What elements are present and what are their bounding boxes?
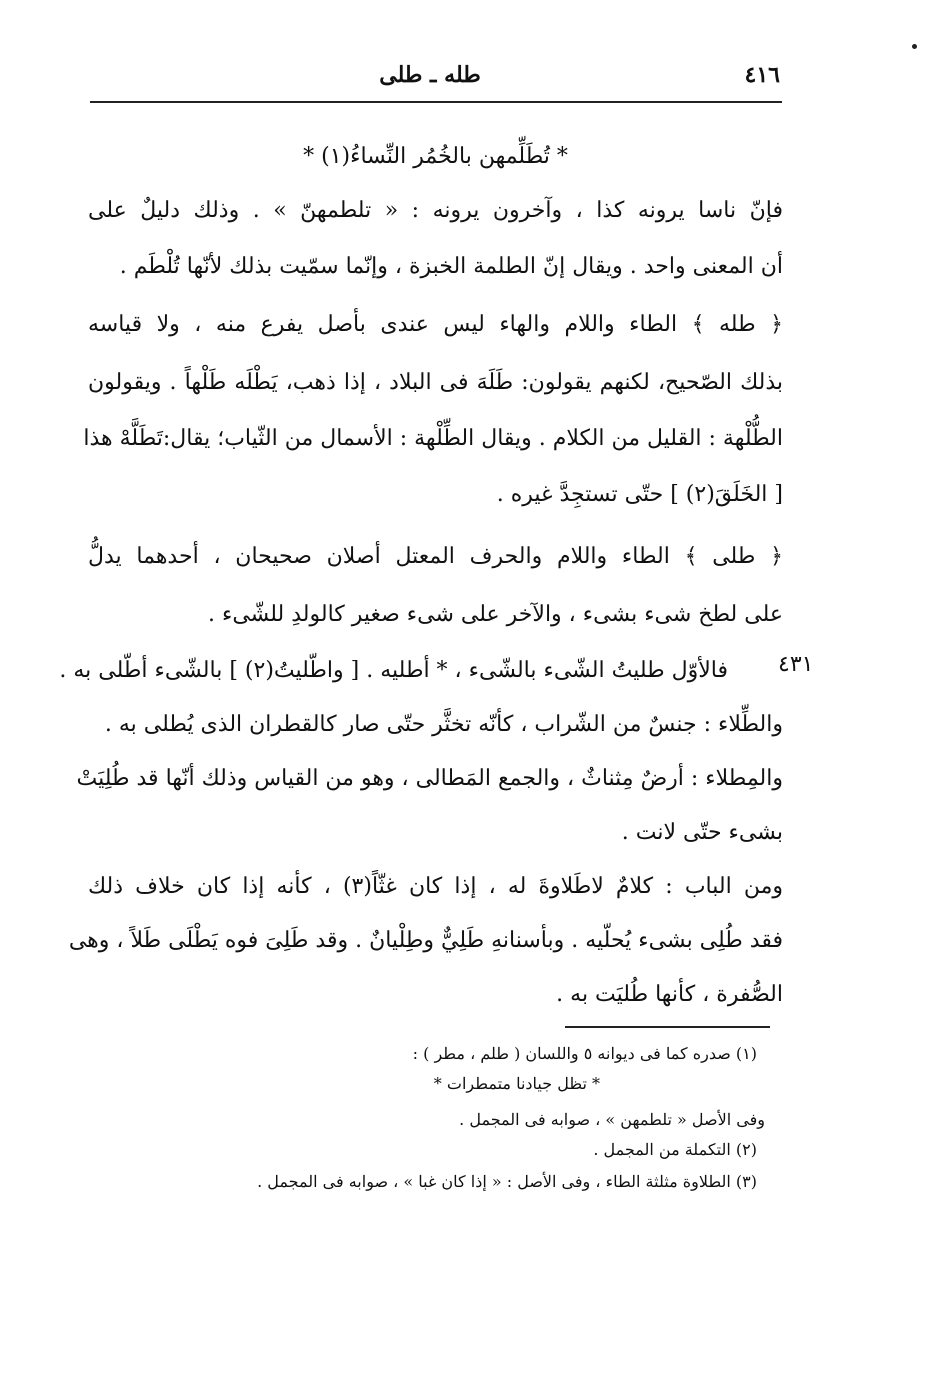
text-line: بشىء حتّى لانت . bbox=[621, 820, 783, 845]
text-line: والطِّلاء : جنسٌ من الشّراب ، كأنّه تخثَّر حتّى صار كالقطران الذى يُطلى به . bbox=[104, 712, 783, 737]
text-line: فقد طُلِى بشىء يُحلّيه . وبأسنانهِ طَلِيٌّ وطِلْيانٌ . وقد طَلِىَ فوه يَطْلَى طَلاً ، وهى bbox=[68, 928, 783, 953]
footnote-line: (٢) التكملة من المجمل . bbox=[593, 1140, 757, 1159]
footnote-line: (١) صدره كما فى ديوانه ٥ واللسان ( طلم ، مطر ) : bbox=[412, 1044, 757, 1063]
verse-line: * تُطَلِّمهن بالخُمُر النِّساءُ(١) * bbox=[303, 144, 568, 169]
text-line: على لطخ شىء بشىء ، والآخر على شىء صغير كالولدِ للشّىء . bbox=[207, 602, 783, 627]
text-line: فإنّ ناسا يرونه كذا ، وآخرون يرونه : « تلطمهنّ » . وذلك دليلٌ على bbox=[88, 198, 783, 223]
footnote-line: (٣) الطلاوة مثلثة الطاء ، وفى الأصل : « إذا كان غبا » ، صوابه فى المجمل . bbox=[257, 1172, 757, 1191]
footnote-verse: * تظل جيادنا متمطرات * bbox=[433, 1074, 600, 1093]
text-line: [ الخَلَقَ(٢) ] حتّى تستجِدَّ غيره . bbox=[496, 482, 783, 507]
text-line: والمِطلاء : أرضٌ مِثناثٌ ، والجمع المَطالى ، وهو من القياس وذلك أنّها قد طُلِيَتْ bbox=[76, 766, 783, 791]
text-line: ومن الباب : كلامٌ لاطَلاوةَ له ، إذا كان غثّاً(٣) ، كأنه إذا كان خلاف ذلك bbox=[88, 874, 783, 899]
text-line: الطُّلْهة : القليل من الكلام . ويقال الطِّلْهة : الأسمال من الثّياب؛ يقال:تَطَلَّهْ هذا bbox=[83, 426, 783, 451]
header-divider bbox=[90, 101, 782, 103]
running-title: طله ـ طلى bbox=[379, 62, 481, 88]
entry-heading-line: ﴿ طله ﴾ الطاء واللام والهاء ليس عندى بأصل يفرع منه ، ولا قياسه bbox=[88, 312, 783, 337]
page-number: ٤١٦ bbox=[744, 62, 780, 88]
footnote-line: وفى الأصل « تلطمهن » ، صوابه فى المجمل . bbox=[459, 1110, 765, 1129]
footnote-divider bbox=[565, 1026, 770, 1028]
text-line: بذلك الصّحيح، لكنهم يقولون: طَلَهَ فى البلاد ، إذا ذهب، يَطْلَه طَلْهاً . ويقولون bbox=[88, 370, 783, 395]
text-line: الصُّفرة ، كأنها طُليَت به . bbox=[556, 982, 783, 1007]
text-line: فالأوّل طليتُ الشّىء بالشّىء ، * أطليه . [ واطّليتُ(٢) ] بالشّىء أطّلى به . bbox=[59, 658, 728, 683]
margin-number: ٤٣١ bbox=[778, 652, 814, 677]
entry-heading-line: ﴿ طلى ﴾ الطاء واللام والحرف المعتل أصلان صحيحان ، أحدهما يدلُّ bbox=[88, 544, 783, 569]
text-line: أن المعنى واحد . ويقال إنّ الطلمة الخبزة ، وإنّما سمّيت بذلك لأنّها تُلْطَم . bbox=[119, 254, 783, 279]
speck-mark bbox=[912, 44, 917, 49]
